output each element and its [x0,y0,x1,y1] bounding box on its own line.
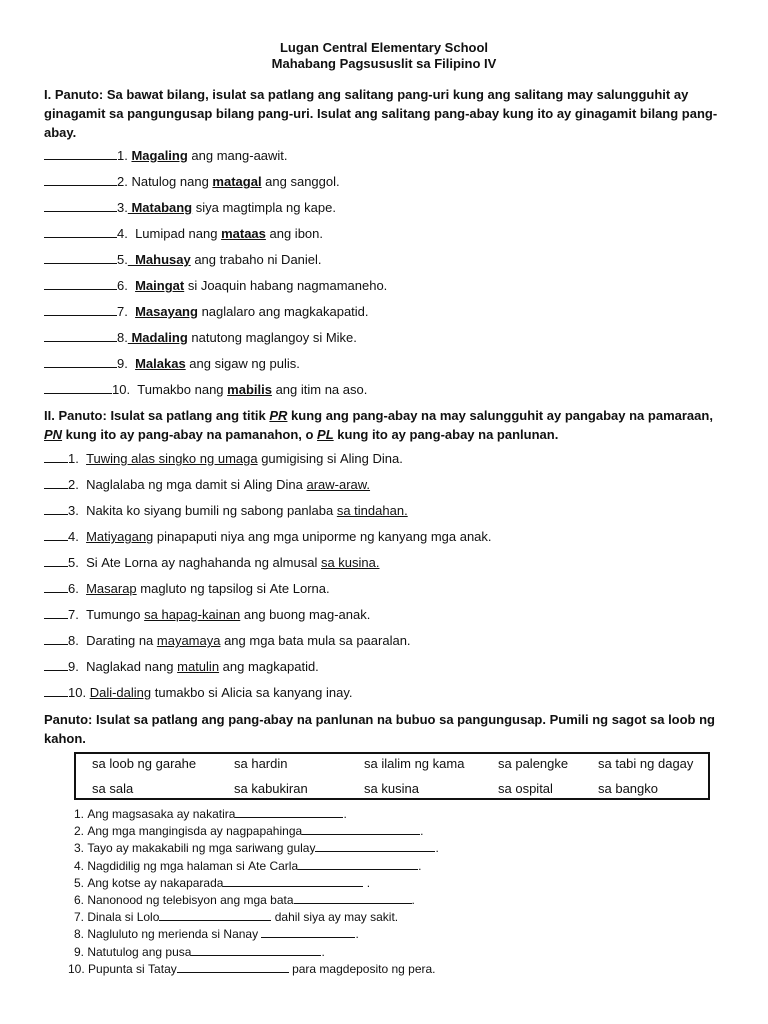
part2-item [44,477,370,493]
item-number: 6. [74,893,88,907]
underlined-phrase: Tuwing alas singko ng umaga [86,451,258,466]
item-text: Nanonood ng telebisyon ang mga bata [87,893,294,907]
item-number: 8. [117,330,128,345]
answer-blank[interactable] [44,304,117,316]
item-number: 3. [68,503,79,518]
answer-blank[interactable] [44,200,117,212]
part3-item [74,944,325,960]
code-pn: PN [44,427,63,442]
part2-item [44,555,380,571]
answer-blank[interactable] [44,278,117,290]
part2-instr-a: II. Panuto: Isulat sa patlang ang titik [44,408,270,423]
choice-option: sa tabi ng dagay [598,756,694,771]
item-text-post: ang sanggol. [261,174,340,189]
answer-blank[interactable] [44,633,68,645]
item-text: Ang magsasaka ay nakatira [87,807,236,821]
item-number: 1. [117,148,128,163]
item-text-post: naglalaro ang magkakapatid. [197,304,369,319]
choice-option: sa palengke [498,756,569,771]
choice-option: sa sala [92,781,134,796]
item-text-after: . [420,824,424,839]
answer-blank[interactable] [177,961,289,973]
part1-item [44,226,323,242]
item-text-post: ang trabaho ni Daniel. [190,252,322,267]
answer-blank[interactable] [44,529,68,541]
item-number: 5. [68,555,79,570]
item-text-pre: Nakita ko siyang bumili ng sabong panlaba [78,503,337,518]
item-number: 1. [74,807,88,821]
item-number: 3. [74,841,88,856]
answer-blank[interactable] [44,581,68,593]
item-number: 7. [68,607,79,622]
item-text-pre [128,278,135,293]
part2-item [44,607,370,623]
part3-item [74,840,439,856]
underlined-word: Matabang [127,200,193,215]
item-text-pre: Si Ate Lorna ay naghahanda ng almusal [78,555,321,570]
choice-option: sa bangko [598,781,658,796]
answer-blank[interactable] [44,226,117,238]
part3-item [74,926,359,942]
underlined-phrase: Matiyagang [86,529,154,544]
part3-item [74,823,424,839]
underlined-word: Mahusay [127,252,191,267]
item-text-pre: Naglalaba ng mga damit si Aling Dina [78,477,307,492]
item-text-pre: Darating na [78,633,157,648]
part1-item [44,174,340,190]
item-text-post: ang mga bata mula sa paaralan. [220,633,411,648]
item-number: 8. [68,633,79,648]
item-text-post: ang ibon. [265,226,323,241]
answer-blank[interactable] [44,148,117,160]
item-text-post: magluto ng tapsilog si Ate Lorna. [136,581,330,596]
school-name: Lugan Central Elementary School [279,40,489,55]
part3-instruction: Panuto: Isulat sa patlang ang pang-abay na panlunan na bubuo sa pangungusap. Pumili ng sagot sa loob ng kahon. [44,712,715,746]
answer-blank[interactable] [44,451,68,463]
item-number: 7. [74,910,88,925]
part3-item [74,806,347,822]
item-text-post: natutong maglangoy si Mike. [187,330,357,345]
item-text-after: para magdeposito ng pera. [288,961,436,976]
answer-blank[interactable] [44,330,117,342]
item-number: 7. [117,304,128,319]
answer-blank[interactable] [44,685,68,697]
item-text-pre: Tumakbo nang [130,382,228,397]
answer-blank[interactable] [44,252,117,264]
item-text-pre: Tumungo [78,607,145,622]
answer-blank[interactable] [44,659,68,671]
part2-instr-b: kung ang pang-abay na may salungguhit ay pangabay na pamaraan, [287,408,713,423]
choice-option: sa kabukiran [234,781,308,796]
item-number: 6. [68,581,79,596]
item-text-post: ang itim na aso. [271,382,368,397]
item-text-after: . [343,807,347,821]
underlined-word: mabilis [227,382,272,397]
item-text: Natutulog ang pusa [87,944,192,959]
item-text-post: tumakbo si Alicia sa kanyang inay. [151,685,353,700]
item-text-after: . [355,927,359,942]
item-text: Pupunta si Tatay [88,961,177,976]
item-number: 4. [117,226,128,241]
part3-item [74,858,421,874]
item-number: 8. [74,927,88,942]
test-title: Mahabang Pagsususlit sa Filipino IV [271,56,497,71]
part2-item [44,659,319,675]
answer-blank[interactable] [44,356,117,368]
part1-item [44,200,336,216]
item-text-post: siya magtimpla ng kape. [192,200,336,215]
answer-blank[interactable] [44,477,68,489]
item-text-post: si Joaquin habang nagmamaneho. [184,278,388,293]
item-number: 4. [74,858,88,873]
underlined-phrase: Dali-daling [89,685,152,700]
part1-item [44,148,288,164]
item-number: 10. [68,685,87,700]
underlined-phrase: sa tindahan. [336,503,408,518]
answer-blank[interactable] [159,909,271,921]
item-text: Nagdidilig ng mga halaman si Ate Carla [87,858,299,873]
part2-item [44,529,492,545]
underlined-word: Maingat [135,278,185,293]
answer-blank[interactable] [191,944,321,956]
part1-item [44,356,300,372]
item-text: Ang kotse ay nakaparada [87,875,224,890]
part3-item [74,875,370,891]
item-text-pre: Natulog nang [127,174,213,189]
item-text-after: . [411,893,415,907]
underlined-word: Magaling [131,148,188,163]
answer-blank[interactable] [235,806,343,818]
underlined-phrase: araw-araw. [306,477,371,492]
choice-option: sa hardin [234,756,288,771]
part3-item [74,892,415,908]
item-text-after: . [363,875,371,890]
item-text-post: ang magkapatid. [219,659,319,674]
item-number: 10. [112,382,131,397]
answer-blank[interactable] [302,823,420,835]
item-text-post: gumigising si Aling Dina. [257,451,403,466]
answer-blank[interactable] [294,892,412,904]
choice-option: sa ospital [498,781,553,796]
item-text-pre: Naglakad nang [78,659,178,674]
part1-item [44,252,322,268]
choice-option: sa loob ng garahe [92,756,197,771]
item-number: 10. [68,961,89,976]
underlined-word: Malakas [135,356,186,371]
part2-item [44,581,330,597]
item-text: Dinala si Lolo [87,910,160,925]
item-text: Ang mga mangingisda ay nagpapahinga [87,824,303,839]
item-number: 4. [68,529,79,544]
item-number: 1. [68,451,79,466]
part1-item [44,304,369,320]
code-pr: PR [269,408,288,423]
underlined-word: matagal [212,174,262,189]
item-number: 2. [117,174,128,189]
part2-item [44,451,403,467]
underlined-word: Masayang [135,304,198,319]
item-text-pre [79,529,86,544]
item-text-after: dahil siya ay may sakit. [271,910,399,925]
answer-blank[interactable] [44,382,112,394]
item-text: Nagluluto ng merienda si Nanay [87,927,262,942]
item-number: 9. [74,944,88,959]
item-number: 2. [68,477,79,492]
item-number: 5. [74,875,88,890]
underlined-phrase: sa hapag-kainan [144,607,241,622]
answer-blank[interactable] [44,174,117,186]
part2-item [44,633,411,649]
part3-item [74,909,398,925]
choice-option: sa ilalim ng kama [364,756,465,771]
item-text-post: pinapaputi niya ang mga uniporme ng kanyang mga anak. [153,529,492,544]
item-text-post: ang mang-aawit. [187,148,288,163]
underlined-phrase: sa kusina. [320,555,380,570]
item-number: 9. [68,659,79,674]
item-number: 2. [74,824,88,839]
underlined-phrase: mayamaya [156,633,221,648]
part2-instruction [44,406,724,444]
item-number: 6. [117,278,128,293]
part2-item [44,685,353,701]
part1-instruction: I. Panuto: Sa bawat bilang, isulat sa patlang ang salitang pang-uri kung ang salitang may salungguhit ay ginagamit sa pangungusap bilang pang-uri. Isulat ang salitang pang-abay kung ito ay ginagamit bilang pang-abay. [44,87,718,140]
part2-item [44,503,408,519]
item-text-post: ang sigaw ng pulis. [185,356,300,371]
item-text: Tayo ay makakabili ng mga sariwang gulay [87,841,316,856]
item-text-after: . [418,858,422,873]
part2-instr-d: kung ito ay pang-abay na panlunan. [333,427,559,442]
code-pl: PL [317,427,334,442]
choice-option: sa kusina [364,781,419,796]
item-number: 3. [117,200,128,215]
item-text-after: . [321,944,325,959]
item-text-pre [79,451,86,466]
item-text-pre [128,304,135,319]
item-text-pre: Lumipad nang [127,226,222,241]
answer-blank[interactable] [298,858,418,870]
answer-blank[interactable] [315,840,435,852]
underlined-word: mataas [221,226,266,241]
item-text-pre [79,581,86,596]
choices-box [74,752,710,800]
answer-blank[interactable] [44,555,68,567]
underlined-phrase: Masarap [86,581,137,596]
answer-blank[interactable] [261,926,355,938]
part2-instr-c: kung ito ay pang-abay na pamanahon, o [62,427,318,442]
part1-item [44,382,367,398]
item-number: 9. [117,356,128,371]
answer-blank[interactable] [44,503,68,515]
item-text-pre [128,356,135,371]
underlined-phrase: matulin [177,659,220,674]
part1-item [44,330,357,346]
item-text-post: ang buong mag-anak. [240,607,371,622]
item-number: 5. [117,252,128,267]
part1-item [44,278,387,294]
underlined-word: Madaling [127,330,188,345]
item-text-after: . [435,841,439,856]
answer-blank[interactable] [223,875,363,887]
part3-item [68,961,436,977]
answer-blank[interactable] [44,607,68,619]
